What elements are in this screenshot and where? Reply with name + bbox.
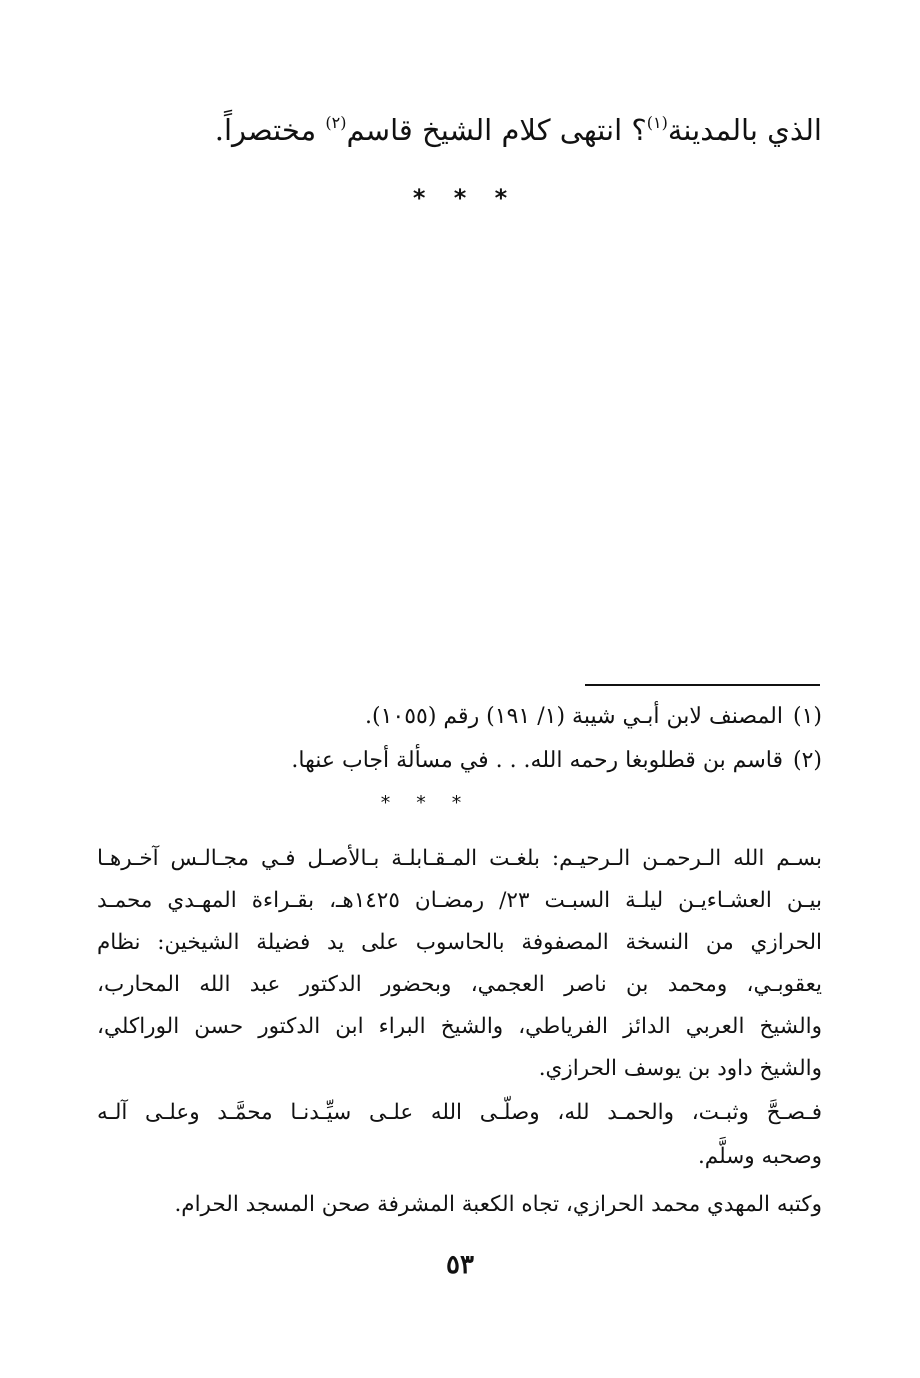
main-text-part1: الذي بالمدينة [667,113,822,147]
footnote-1-number: (١) [792,704,822,729]
footnote-1 [102,700,822,734]
main-text-part3: مختصراً. [214,113,326,147]
collation-note-line-4: يعقوبـي، ومحمد بن ناصر العجمي، وبحضور الدكتور عبد الله المحارب، [97,972,822,997]
collation-note-line-1: بسـم الله الـرحمـن الـرحيـم: بلغـت المـقـابلـة بـالأصـل فـي مجـالـس آخـرهـا [97,846,822,871]
footnote-ref-2: (٢) [325,113,347,132]
footnote-2-number: (٢) [792,748,822,773]
collation-note-line-5: والشيخ العربي الدائز الفرياطي، والشيخ البراء ابن الدكتور حسن الوراكلي، [97,1014,822,1039]
footnote-rule [585,684,820,686]
collation-note-line-7: فـصـحَّ وثبـت، والحمـد لله، وصلّـى الله علـى سيِّـدنـا محمَّـد وعلـى آلـه [97,1100,822,1125]
footnote-1-text: المصنف لابن أبـي شيبة (١/ ١٩١) رقم (١٠٥٥). [364,704,783,729]
collation-note-line-6: والشيخ داود بن يوسف الحرازي. [538,1056,822,1081]
section-separator-mid: * * * [380,792,472,814]
footnote-ref-1: (١) [646,113,668,132]
collation-note-line-3: الحرازي من النسخة المصفوفة بالحاسوب على يد فضيلة الشيخين: نظام [97,930,822,955]
footnote-2 [102,744,822,778]
footnote-2-text: قاسم بن قطلوبغا رحمه الله. . . في مسألة أجاب عنها. [291,748,783,773]
collation-note-line-2: بيـن العشـاءيـن ليلـة السبـت ٢٣/ رمضـان ١٤٢٥هـ، بقـراءة المهـدي محمـد [97,888,822,913]
page-number: ٥٣ [446,1250,474,1280]
section-separator-top: * * * [412,184,518,212]
collation-note-line-8: وصحبه وسلَّم. [697,1144,822,1169]
main-text-part2: ؟ انتهى كلام الشيخ قاسم [346,113,647,147]
main-text-line [102,108,822,152]
collation-note-signature: وكتبه المهدي محمد الحرازي، تجاه الكعبة المشرفة صحن المسجد الحرام. [174,1192,822,1217]
